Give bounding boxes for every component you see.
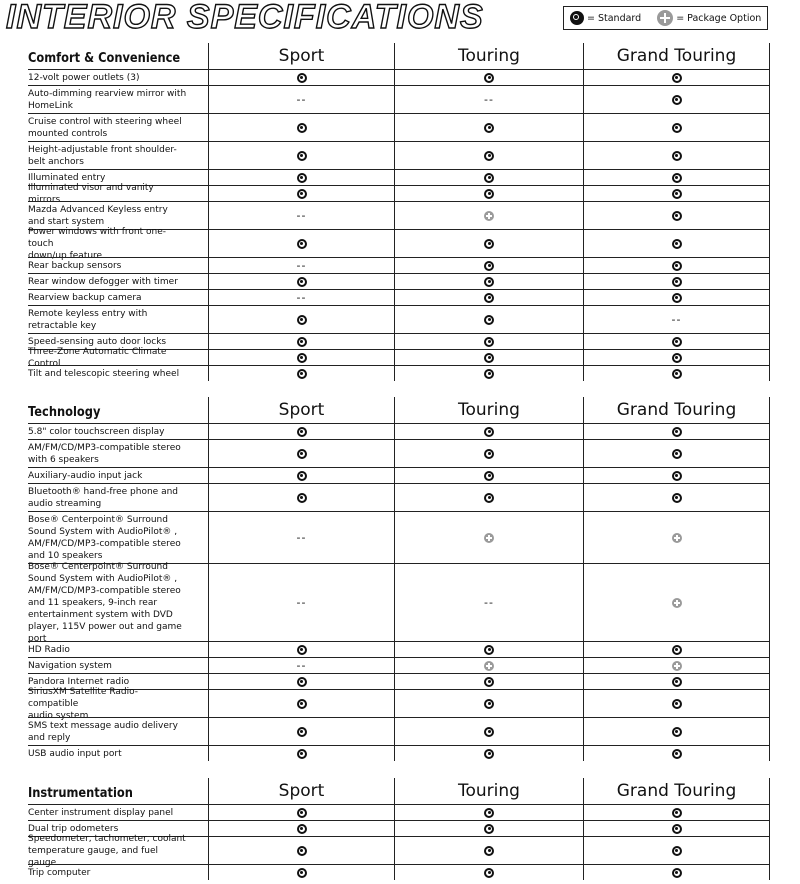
standard-icon bbox=[484, 189, 494, 199]
availability-cell bbox=[583, 837, 770, 864]
not-available-mark: -- bbox=[296, 595, 307, 609]
section-title: Comfort & Convenience bbox=[28, 51, 181, 66]
feature-label: AM/FM/CD/MP3-compatible stereo with 6 speakers bbox=[28, 442, 181, 465]
feature-label: Cruise control with steering wheel mounted controls bbox=[28, 116, 182, 139]
package-option-icon bbox=[672, 533, 682, 543]
availability-cell bbox=[208, 202, 394, 229]
availability-cell bbox=[583, 70, 770, 85]
table-row bbox=[28, 113, 770, 141]
availability-cell bbox=[583, 805, 770, 820]
table-row bbox=[28, 365, 770, 381]
feature-label: Rearview backup camera bbox=[28, 292, 142, 303]
standard-icon bbox=[484, 868, 494, 878]
standard-icon bbox=[484, 749, 494, 759]
not-available-mark: -- bbox=[296, 258, 307, 272]
table-row bbox=[28, 686, 770, 721]
availability-cell bbox=[394, 114, 583, 141]
section-title: Instrumentation bbox=[28, 786, 133, 801]
feature-label: Pandora Internet radio bbox=[28, 676, 130, 687]
standard-icon bbox=[672, 868, 682, 878]
feature-label: Remote keyless entry with retractable key bbox=[28, 308, 148, 331]
availability-cell bbox=[208, 805, 394, 820]
feature-label: Auto-dimming rearview mirror with HomeLink bbox=[28, 88, 187, 111]
standard-icon bbox=[297, 315, 307, 325]
availability-cell bbox=[208, 306, 394, 333]
section bbox=[28, 43, 770, 381]
not-available-mark: -- bbox=[296, 208, 307, 222]
availability-cell bbox=[583, 274, 770, 289]
feature-label: Speedometer, tachometer, coolant temperature gauge, and fuel gauge bbox=[28, 833, 186, 868]
availability-cell bbox=[394, 170, 583, 185]
standard-icon bbox=[484, 353, 494, 363]
column-header: Sport bbox=[208, 397, 394, 423]
availability-cell bbox=[208, 274, 394, 289]
availability-cell bbox=[394, 746, 583, 761]
availability-cell bbox=[208, 170, 394, 185]
table-row bbox=[28, 511, 770, 563]
availability-cell bbox=[208, 746, 394, 761]
standard-icon bbox=[672, 471, 682, 481]
feature-label: Rear backup sensors bbox=[28, 260, 122, 271]
standard-icon bbox=[297, 471, 307, 481]
availability-cell bbox=[394, 350, 583, 365]
page-title: INTERIOR SPECIFICATIONS bbox=[6, 0, 484, 36]
availability-cell bbox=[394, 718, 583, 745]
standard-icon bbox=[297, 151, 307, 161]
standard-icon bbox=[672, 277, 682, 287]
availability-cell bbox=[583, 674, 770, 689]
standard-icon bbox=[484, 471, 494, 481]
availability-cell bbox=[394, 658, 583, 673]
availability-cell bbox=[583, 865, 770, 880]
availability-cell bbox=[583, 821, 770, 836]
feature-label: Navigation system bbox=[28, 660, 112, 671]
column-header: Touring bbox=[394, 778, 583, 804]
availability-cell bbox=[394, 484, 583, 511]
package-option-icon bbox=[657, 10, 673, 26]
availability-cell bbox=[208, 718, 394, 745]
not-available-mark: -- bbox=[296, 92, 307, 106]
standard-icon bbox=[672, 189, 682, 199]
availability-cell bbox=[208, 865, 394, 880]
availability-cell bbox=[394, 366, 583, 381]
table-row bbox=[28, 745, 770, 761]
standard-icon bbox=[297, 173, 307, 183]
feature-label: Illuminated visor and vanity mirrors bbox=[28, 182, 154, 205]
availability-cell bbox=[583, 718, 770, 745]
standard-icon bbox=[484, 449, 494, 459]
standard-icon bbox=[484, 151, 494, 161]
feature-label: Height-adjustable front shoulder- belt anchors bbox=[28, 144, 177, 167]
availability-cell bbox=[583, 350, 770, 365]
standard-icon bbox=[297, 427, 307, 437]
not-available-mark: -- bbox=[296, 530, 307, 544]
feature-label: SMS text message audio delivery and reply bbox=[28, 720, 178, 743]
availability-cell bbox=[583, 468, 770, 483]
table-row bbox=[28, 483, 770, 511]
availability-cell bbox=[583, 114, 770, 141]
standard-icon bbox=[672, 749, 682, 759]
table-row bbox=[28, 833, 770, 868]
availability-cell bbox=[394, 186, 583, 201]
feature-label: Auxiliary-audio input jack bbox=[28, 470, 143, 481]
table-row bbox=[28, 439, 770, 467]
standard-icon bbox=[484, 173, 494, 183]
availability-cell bbox=[208, 690, 394, 717]
availability-cell bbox=[583, 484, 770, 511]
not-available-mark: -- bbox=[671, 312, 682, 326]
legend-standard-label: = Standard bbox=[587, 12, 642, 24]
section bbox=[28, 778, 770, 880]
feature-label: Rear window defogger with timer bbox=[28, 276, 178, 287]
standard-icon bbox=[484, 824, 494, 834]
availability-cell bbox=[208, 468, 394, 483]
availability-cell bbox=[394, 230, 583, 257]
standard-icon bbox=[297, 645, 307, 655]
availability-cell bbox=[208, 142, 394, 169]
table-row bbox=[28, 85, 770, 113]
standard-icon bbox=[297, 369, 307, 379]
availability-cell bbox=[394, 642, 583, 657]
section-header bbox=[28, 43, 770, 69]
table-row bbox=[28, 141, 770, 169]
standard-icon bbox=[484, 337, 494, 347]
feature-label: Mazda Advanced Keyless entry and start system bbox=[28, 204, 168, 227]
standard-icon bbox=[672, 261, 682, 271]
standard-icon bbox=[297, 824, 307, 834]
availability-cell bbox=[208, 366, 394, 381]
availability-cell bbox=[583, 86, 770, 113]
legend bbox=[563, 6, 768, 30]
package-option-icon bbox=[484, 661, 494, 671]
table-row bbox=[28, 657, 770, 673]
feature-label: Bluetooth® hand-free phone and audio streaming bbox=[28, 486, 178, 509]
availability-cell bbox=[583, 440, 770, 467]
table-row bbox=[28, 305, 770, 333]
availability-cell bbox=[208, 114, 394, 141]
table-row bbox=[28, 641, 770, 657]
availability-cell bbox=[583, 564, 770, 641]
standard-icon bbox=[672, 369, 682, 379]
standard-icon bbox=[672, 353, 682, 363]
standard-icon bbox=[672, 677, 682, 687]
table-row bbox=[28, 69, 770, 85]
feature-label: USB audio input port bbox=[28, 748, 122, 759]
feature-label: Bose® Centerpoint® Surround Sound System with AudioPilot® , AM/FM/CD/MP3-compatible stereo and 10 speakers bbox=[28, 514, 181, 561]
standard-icon bbox=[484, 293, 494, 303]
availability-cell bbox=[394, 306, 583, 333]
feature-label: Speed-sensing auto door locks bbox=[28, 336, 167, 347]
availability-cell bbox=[583, 230, 770, 257]
availability-cell bbox=[394, 142, 583, 169]
availability-cell bbox=[208, 564, 394, 641]
feature-label: Trip computer bbox=[28, 867, 91, 878]
availability-cell bbox=[583, 424, 770, 439]
feature-label: 5.8" color touchscreen display bbox=[28, 426, 165, 437]
feature-label: Center instrument display panel bbox=[28, 807, 174, 818]
column-header: Grand Touring bbox=[583, 43, 770, 69]
standard-icon bbox=[672, 293, 682, 303]
not-available-mark: -- bbox=[484, 92, 494, 106]
availability-cell bbox=[583, 746, 770, 761]
not-available-mark: -- bbox=[296, 658, 307, 672]
standard-icon bbox=[484, 645, 494, 655]
standard-icon bbox=[672, 824, 682, 834]
availability-cell bbox=[394, 258, 583, 273]
column-header: Sport bbox=[208, 43, 394, 69]
availability-cell bbox=[394, 865, 583, 880]
column-header: Grand Touring bbox=[583, 778, 770, 804]
standard-icon bbox=[297, 449, 307, 459]
section-title: Technology bbox=[28, 405, 101, 420]
section-header bbox=[28, 778, 770, 804]
standard-icon bbox=[297, 337, 307, 347]
availability-cell bbox=[583, 290, 770, 305]
standard-icon bbox=[297, 353, 307, 363]
availability-cell bbox=[394, 837, 583, 864]
availability-cell bbox=[583, 658, 770, 673]
availability-cell bbox=[394, 202, 583, 229]
standard-icon bbox=[484, 369, 494, 379]
availability-cell bbox=[208, 821, 394, 836]
availability-cell bbox=[394, 805, 583, 820]
standard-icon bbox=[484, 808, 494, 818]
feature-label: Power windows with front one-touch down/up feature bbox=[28, 226, 166, 261]
package-option-icon bbox=[484, 533, 494, 543]
feature-label: SiriusXM Satellite Radio-compatible audio system bbox=[28, 686, 139, 721]
standard-icon bbox=[297, 493, 307, 503]
not-available-mark: -- bbox=[296, 290, 307, 304]
column-header: Sport bbox=[208, 778, 394, 804]
standard-icon bbox=[672, 173, 682, 183]
availability-cell bbox=[583, 690, 770, 717]
availability-cell bbox=[208, 186, 394, 201]
table-row bbox=[28, 423, 770, 439]
availability-cell bbox=[394, 334, 583, 349]
availability-cell bbox=[394, 70, 583, 85]
standard-icon bbox=[672, 151, 682, 161]
standard-icon bbox=[484, 239, 494, 249]
standard-icon bbox=[297, 123, 307, 133]
standard-icon bbox=[297, 846, 307, 856]
availability-cell bbox=[583, 258, 770, 273]
standard-icon bbox=[484, 277, 494, 287]
table-row bbox=[28, 804, 770, 820]
standard-icon bbox=[484, 677, 494, 687]
standard-icon bbox=[672, 493, 682, 503]
availability-cell bbox=[208, 290, 394, 305]
standard-icon bbox=[672, 427, 682, 437]
standard-icon bbox=[484, 427, 494, 437]
standard-icon bbox=[672, 846, 682, 856]
feature-label: Illuminated entry bbox=[28, 172, 106, 183]
table-row bbox=[28, 717, 770, 745]
standard-icon bbox=[297, 677, 307, 687]
availability-cell bbox=[208, 86, 394, 113]
availability-cell bbox=[208, 334, 394, 349]
standard-icon bbox=[297, 749, 307, 759]
availability-cell bbox=[394, 674, 583, 689]
standard-icon bbox=[484, 699, 494, 709]
standard-icon bbox=[484, 846, 494, 856]
package-option-icon bbox=[672, 661, 682, 671]
availability-cell bbox=[583, 334, 770, 349]
feature-label: Three-Zone Automatic Climate Control bbox=[28, 346, 167, 369]
column-header: Touring bbox=[394, 397, 583, 423]
table-row bbox=[28, 257, 770, 273]
standard-icon bbox=[672, 123, 682, 133]
feature-label: Dual trip odometers bbox=[28, 823, 119, 834]
standard-icon bbox=[672, 95, 682, 105]
availability-cell bbox=[394, 512, 583, 563]
table-row bbox=[28, 273, 770, 289]
standard-icon bbox=[484, 73, 494, 83]
package-option-icon bbox=[484, 211, 494, 221]
table-row bbox=[28, 289, 770, 305]
standard-icon bbox=[672, 449, 682, 459]
availability-cell bbox=[583, 186, 770, 201]
availability-cell bbox=[208, 350, 394, 365]
legend-option-label: = Package Option bbox=[676, 12, 762, 24]
availability-cell bbox=[394, 564, 583, 641]
section-header bbox=[28, 397, 770, 423]
availability-cell bbox=[208, 258, 394, 273]
feature-label: Bose® Centerpoint® Surround Sound System with AudioPilot® , AM/FM/CD/MP3-compatible stereo and 11 speakers, 9-inch rear entertainment system with DVD player, 115V power out and game port bbox=[28, 561, 182, 644]
availability-cell bbox=[208, 440, 394, 467]
standard-icon bbox=[297, 189, 307, 199]
standard-icon bbox=[672, 808, 682, 818]
availability-cell bbox=[394, 468, 583, 483]
table-row bbox=[28, 561, 770, 644]
availability-cell bbox=[208, 484, 394, 511]
table-row bbox=[28, 864, 770, 880]
availability-cell bbox=[583, 512, 770, 563]
standard-icon bbox=[672, 727, 682, 737]
availability-cell bbox=[583, 642, 770, 657]
table-row bbox=[28, 467, 770, 483]
availability-cell bbox=[208, 424, 394, 439]
standard-icon bbox=[297, 239, 307, 249]
standard-icon bbox=[570, 11, 584, 25]
standard-icon bbox=[672, 337, 682, 347]
availability-cell bbox=[208, 512, 394, 563]
standard-icon bbox=[672, 645, 682, 655]
availability-cell bbox=[394, 821, 583, 836]
standard-icon bbox=[297, 699, 307, 709]
table-row bbox=[28, 346, 770, 369]
standard-icon bbox=[484, 727, 494, 737]
standard-icon bbox=[672, 211, 682, 221]
standard-icon bbox=[297, 808, 307, 818]
feature-label: HD Radio bbox=[28, 644, 70, 655]
standard-icon bbox=[484, 123, 494, 133]
availability-cell bbox=[583, 142, 770, 169]
availability-cell bbox=[208, 658, 394, 673]
availability-cell bbox=[208, 837, 394, 864]
standard-icon bbox=[672, 73, 682, 83]
availability-cell bbox=[394, 424, 583, 439]
standard-icon bbox=[297, 73, 307, 83]
availability-cell bbox=[208, 230, 394, 257]
standard-icon bbox=[484, 493, 494, 503]
availability-cell bbox=[208, 674, 394, 689]
availability-cell bbox=[583, 202, 770, 229]
availability-cell bbox=[208, 642, 394, 657]
standard-icon bbox=[672, 239, 682, 249]
feature-label: 12-volt power outlets (3) bbox=[28, 72, 140, 83]
availability-cell bbox=[394, 86, 583, 113]
availability-cell bbox=[583, 366, 770, 381]
availability-cell bbox=[583, 170, 770, 185]
column-header: Grand Touring bbox=[583, 397, 770, 423]
standard-icon bbox=[297, 727, 307, 737]
not-available-mark: -- bbox=[484, 595, 494, 609]
standard-icon bbox=[484, 315, 494, 325]
availability-cell bbox=[208, 70, 394, 85]
table-row bbox=[28, 226, 770, 261]
standard-icon bbox=[672, 699, 682, 709]
package-option-icon bbox=[672, 598, 682, 608]
column-header: Touring bbox=[394, 43, 583, 69]
availability-cell bbox=[394, 690, 583, 717]
availability-cell bbox=[583, 306, 770, 333]
table-row bbox=[28, 182, 770, 205]
availability-cell bbox=[394, 290, 583, 305]
availability-cell bbox=[394, 274, 583, 289]
availability-cell bbox=[394, 440, 583, 467]
feature-label: Tilt and telescopic steering wheel bbox=[28, 368, 180, 379]
standard-icon bbox=[484, 261, 494, 271]
standard-icon bbox=[297, 868, 307, 878]
section bbox=[28, 397, 770, 761]
standard-icon bbox=[297, 277, 307, 287]
